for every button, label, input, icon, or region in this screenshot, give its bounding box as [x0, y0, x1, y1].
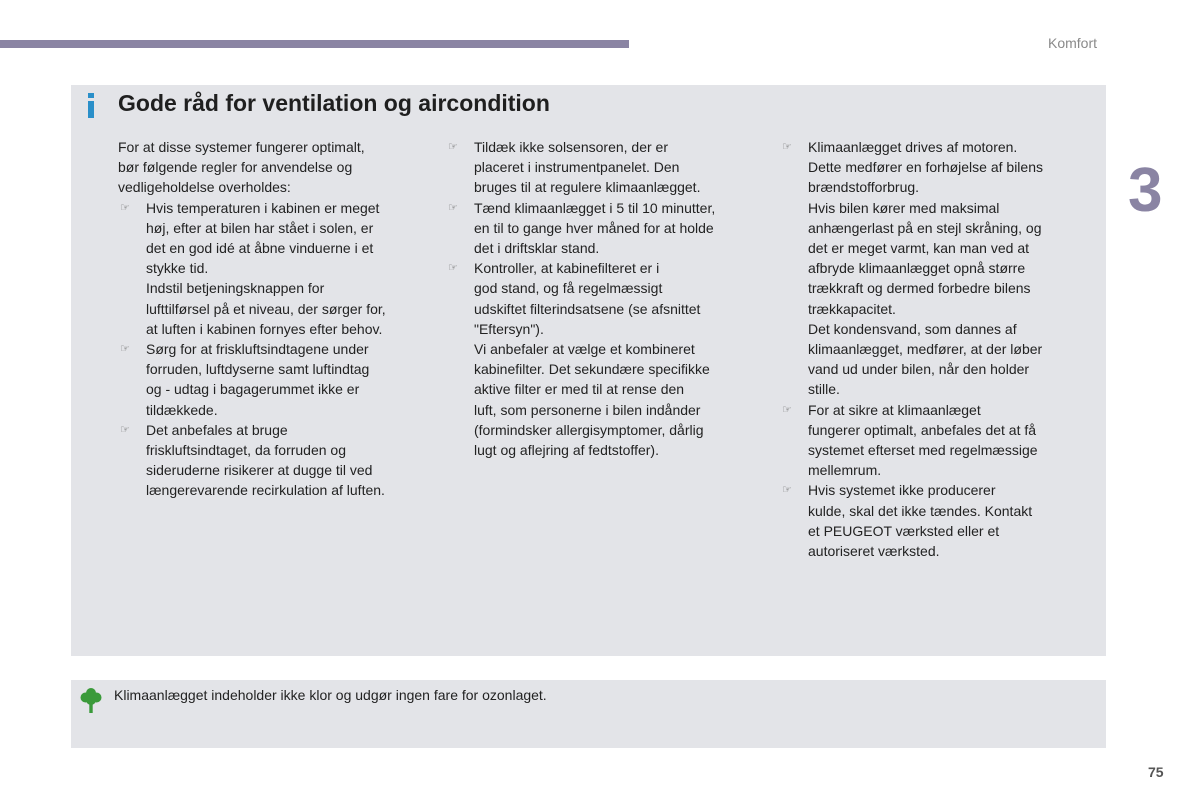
bullet-line: at luften i kabinen fornyes efter behov. — [146, 320, 383, 337]
bullet-line: Hvis temperaturen i kabinen er meget — [146, 199, 380, 216]
bullet-line: kulde, skal det ikke tændes. Kontakt — [808, 502, 1033, 519]
bullet-line: forruden, luftdyserne samt luftindtag — [146, 361, 370, 378]
bullet-item — [446, 137, 746, 198]
bullet-line: afbryde klimaanlægget opnå større — [808, 260, 1026, 277]
column-1 — [118, 137, 423, 501]
bullet-line: stykke tid. — [146, 260, 209, 277]
bullet-line: brændstofforbrug. — [808, 179, 920, 196]
bullet-item — [780, 137, 1080, 400]
bullet-line: det i driftsklar stand. — [474, 240, 600, 257]
bullet-line: det er meget varmt, kan man ved at — [808, 240, 1029, 257]
bullet-line: sideruderne risikerer at dugge til ved — [146, 462, 373, 479]
page-number: 75 — [1148, 764, 1164, 780]
bullet-line: stille. — [808, 381, 840, 398]
bullet-line: vand ud under bilen, når den holder — [808, 361, 1030, 378]
bullet-line: luft, som personerne i bilen indånder — [474, 401, 701, 418]
bullet-line: en til to gange hver måned for at holde — [474, 219, 714, 236]
bullet-line: "Eftersyn"). — [474, 320, 544, 337]
bullet-line: (formindsker allergisymptomer, dårlig — [474, 421, 704, 438]
bullet-line: fungerer optimalt, anbefales det at få — [808, 421, 1037, 438]
intro-paragraph — [118, 137, 423, 198]
bullet-line: Vi anbefaler at vælge et kombineret — [474, 341, 695, 358]
bullet-line: anhængerlast på en stejl skråning, og — [808, 219, 1042, 236]
pointing-hand-icon: ☞ — [120, 201, 130, 214]
bullet-line: Klimaanlægget drives af motoren. — [808, 139, 1018, 155]
pointing-hand-icon: ☞ — [782, 141, 792, 153]
bullet-item — [118, 420, 423, 501]
bullet-item — [118, 198, 423, 339]
intro-line: For at disse systemer fungerer optimalt, — [118, 139, 365, 155]
tree-icon — [80, 687, 102, 714]
bullet-line: Dette medfører en forhøjelse af bilens — [808, 159, 1043, 176]
bullet-line: og - udtag i bagagerummet ikke er — [146, 381, 360, 398]
bullet-line: Sørg for at friskluftsindtagene under — [146, 341, 369, 358]
bullet-line: Kontroller, at kabinefilteret er i — [474, 260, 660, 277]
bullet-line: Hvis systemet ikke producerer — [808, 482, 996, 499]
bullet-line: Tildæk ikke solsensoren, der er — [474, 139, 669, 155]
intro-line: bør følgende regler for anvendelse og — [118, 159, 353, 176]
bullet-line: placeret i instrumentpanelet. Den — [474, 159, 680, 176]
bullet-item — [446, 198, 746, 259]
bullet-line: Hvis bilen kører med maksimal — [808, 199, 1000, 216]
info-icon — [85, 93, 97, 119]
bullet-item — [780, 480, 1080, 561]
bullet-line: systemet efterset med regelmæssige — [808, 442, 1038, 459]
pointing-hand-icon: ☞ — [782, 484, 792, 497]
pointing-hand-icon: ☞ — [120, 423, 130, 436]
bullet-line: Det anbefales at bruge — [146, 421, 288, 438]
chapter-number: 3 — [1128, 156, 1163, 225]
bullet-line: autoriseret værksted. — [808, 543, 940, 560]
intro-line: vedligeholdelse overholdes: — [118, 179, 291, 196]
section-title: Komfort — [1048, 35, 1098, 51]
bullet-line: lugt og aflejring af fedtstoffer). — [474, 442, 659, 459]
bullet-line: længerevarende recirkulation af luften. — [146, 482, 385, 499]
bullet-item — [118, 339, 423, 420]
bullet-line: For at sikre at klimaanlæget — [808, 401, 981, 418]
bullet-line: det en god idé at åbne vinduerne i et — [146, 240, 374, 257]
pointing-hand-icon: ☞ — [448, 201, 458, 214]
bullet-line: mellemrum. — [808, 462, 882, 479]
bullet-line: friskluftsindtaget, da forruden og — [146, 442, 347, 459]
bullet-line: kabinefilter. Det sekundære specifikke — [474, 361, 710, 378]
bullet-line: tildækkede. — [146, 401, 218, 418]
bullet-line: bruges til at regulere klimaanlægget. — [474, 179, 701, 196]
pointing-hand-icon: ☞ — [448, 141, 458, 153]
pointing-hand-icon: ☞ — [120, 343, 130, 356]
bullet-line: trækkraft og dermed forbedre bilens — [808, 280, 1031, 297]
bullet-line: Det kondensvand, som dannes af — [808, 320, 1017, 337]
bullet-item — [446, 258, 746, 460]
column-2 — [446, 137, 746, 460]
column-3 — [780, 137, 1080, 561]
bullet-line: aktive filter er med til at rense den — [474, 381, 685, 398]
bullet-line: Tænd klimaanlægget i 5 til 10 minutter, — [474, 199, 716, 216]
pointing-hand-icon: ☞ — [782, 403, 792, 416]
bullet-line: klimaanlægget, medfører, at der løber — [808, 341, 1043, 358]
bullet-line: Indstil betjeningsknappen for — [146, 280, 325, 297]
bullet-line: trækkapacitet. — [808, 300, 896, 317]
pointing-hand-icon: ☞ — [448, 262, 458, 275]
top-rule — [0, 40, 629, 48]
box-title: Gode råd for ventilation og aircondition — [118, 90, 550, 116]
bullet-line: lufttilførsel på et niveau, der sørger for, — [146, 300, 386, 317]
bullet-line: et PEUGEOT værksted eller et — [808, 522, 1000, 539]
bullet-line: god stand, og få regelmæssigt — [474, 280, 663, 297]
bullet-item — [780, 400, 1080, 481]
bullet-line: høj, efter at bilen har stået i solen, er — [146, 219, 374, 236]
bullet-line: udskiftet filterindsatsene (se afsnittet — [474, 300, 701, 317]
eco-note-text: Klimaanlægget indeholder ikke klor og udgør ingen fare for ozonlaget. — [114, 687, 547, 703]
